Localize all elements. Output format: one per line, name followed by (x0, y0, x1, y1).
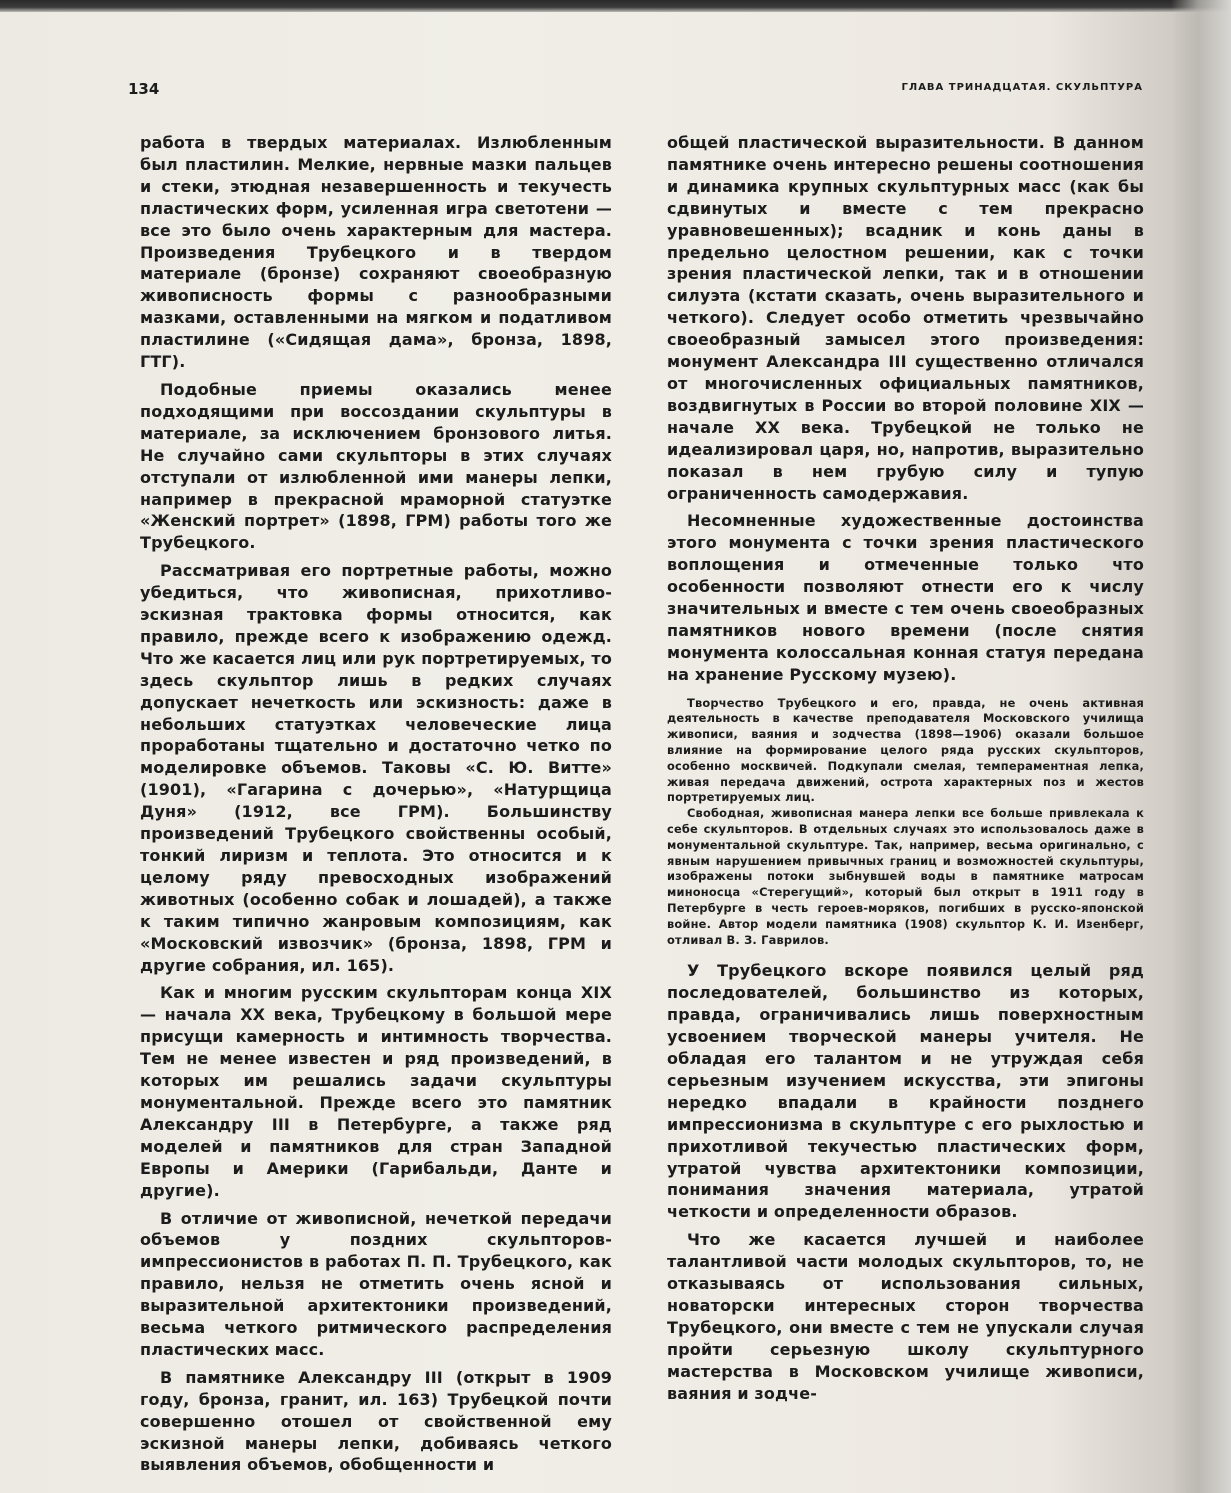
note-paragraph: Свободная, живописная манера лепки все больше привлекала к себе скульпторов. В отдельных случаях это использовалось даже в монументальной скульптуре. Так, например, весьма оригинально, с явным нарушением привычных границ и возможностей скульптуры, изображены потоки зыбнувшей воды в памятнике матросам миноносца «Стерегущий», который был открыт в 1911 году в Петербурге в честь героев-моряков, погибших в русско-японской войне. Автор модели памятника (1908) скульптор К. И. Изенберг, отливал В. З. Гаврилов. (667, 806, 1144, 947)
paragraph: В памятнике Александру III (открыт в 1909 году, бронза, гранит, ил. 163) Трубецкой почти совершенно отошел от свойственной ему эскизной манеры лепки, добиваясь четкого выявления объемов, обобщенности и (140, 1367, 612, 1475)
scan-top-edge (0, 0, 1231, 12)
small-print-notes (667, 696, 1144, 949)
paragraph: В отличие от живописной, нечеткой передачи объемов у поздних скульпторов-импрессионистов в работах П. П. Трубецкого, как правило, нельзя не отметить очень ясной и выразительной архитектоники произведений, весьма четкого ритмического распределения пластических масс. (140, 1208, 612, 1359)
right-column (667, 132, 1144, 1411)
paragraph: У Трубецкого вскоре появился целый ряд последователей, большинство из которых, правда, ограничивались лишь поверхностным усвоением творческой манеры учителя. Не обладая его талантом и не утруждая себя серьезным изучением искусства, эти эпигоны нередко впадали в крайности позднего импрессионизма в скульптуре с его рыхлостью и прихотливой текучестью пластических форм, утратой чувства архитектоники композиции, понимания значения материала, утратой четкости и определенности образов. (667, 961, 1144, 1222)
running-head: ГЛАВА ТРИНАДЦАТАЯ. СКУЛЬПТУРА (901, 82, 1143, 93)
paragraph: Несомненные художественные достоинства этого монумента с точки зрения пластического воплощения и отмеченные только что особенности позволяют отнести его к числу значительных и вместе с тем очень своеобразных памятников нового времени (после снятия монумента колоссальная конная статуя передана на хранение Русскому музею). (667, 511, 1144, 684)
paragraph: Подобные приемы оказались менее подходящими при воссоздании скульптуры в материале, за исключением бронзового литья. Не случайно сами скульпторы в этих случаях отступали от излюбленной ими манеры лепки, например в прекрасной мраморной статуэтке «Женский портрет» (1898, ГРМ) работы того же Трубецкого. (140, 379, 612, 553)
paragraph: работа в твердых материалах. Излюбленным был пластилин. Мелкие, нервные мазки пальцев и стеки, этюдная незавершенность и текучесть пластических форм, усиленная игра светотени — все это было очень характерным для мастера. Произведения Трубецкого и в твердом материале (бронзе) сохраняют своеобразную живописность формы с разнообразными мазками, оставленными на мягком и податливом пластилине («Сидящая дама», бронза, 1898, ГТГ). (140, 133, 612, 372)
left-column (140, 132, 612, 1482)
page-number: 134 (128, 80, 160, 98)
note-paragraph: Творчество Трубецкого и его, правда, не очень активная деятельность в качестве преподавателя Московского училища живописи, ваяния и зодчества (1898—1906) оказали большое влияние на формирование целого ряда русских скульпторов, особенно москвичей. Подкупали смелая, темпераментная лепка, живая передача движений, острота характерных поз и жестов портретируемых лиц. (667, 695, 1144, 805)
paragraph: Рассматривая его портретные работы, можно убедиться, что живописная, прихотливо-эскизная трактовка формы относится, как правило, прежде всего к изображению одежд. Что же касается лиц или рук портретируемых, то здесь скульптор лишь в редких случаях допускает нечеткость или эскизность: даже в небольших статуэтках человеческие лица проработаны тщательно и достаточно четко по моделировке объемов. Таковы «С. Ю. Витте» (1901), «Гагарина с дочерью», «Натурщица Дуня» (1912, все ГРМ). Большинству произведений Трубецкого свойственны особый, тонкий лиризм и теплота. Это относится и к целому ряду превосходных изображений животных (особенно собак и лошадей), а также к таким типично жанровым композициям, как «Московский извозчик» (бронза, 1898, ГРМ и другие собрания, ил. 165). (140, 561, 612, 975)
paragraph: Что же касается лучшей и наиболее талантливой части молодых скульпторов, то, не отказываясь от использования сильных, новаторски интересных сторон творчества Трубецкого, они вместе с тем не упускали случая пройти серьезную школу скульптурного мастерства в Московском училище живописи, ваяния и зодче- (667, 1230, 1144, 1403)
paragraph: Как и многим русским скульпторам конца XIX — начала XX века, Трубецкому в большой мере присущи камерность и интимность творчества. Тем не менее известен и ряд произведений, в которых им решались задачи скульптуры монументальной. Прежде всего это памятник Александру III в Петербурге, а также ряд моделей и памятников для стран Западной Европы и Америки (Гарибальди, Данте и другие). (140, 983, 612, 1200)
paragraph: общей пластической выразительности. В данном памятнике очень интересно решены соотношения и динамика крупных скульптурных масс (как бы сдвинутых и вместе с тем прекрасно уравновешенных); всадник и конь даны в предельно целостном решении, как с точки зрения пластической лепки, так и в отношении силуэта (кстати сказать, очень выразительного и четкого). Следует особо отметить чрезвычайно своеобразный замысел этого произведения: монумент Александра III существенно отличался от многочисленных официальных памятников, воздвигнутых в России во второй половине XIX — начале XX века. Трубецкой не только не идеализировал царя, но, напротив, выразительно показал в нем грубую силу и тупую ограниченность самодержавия. (667, 133, 1144, 503)
scan-binding-shadow (1171, 0, 1231, 1493)
